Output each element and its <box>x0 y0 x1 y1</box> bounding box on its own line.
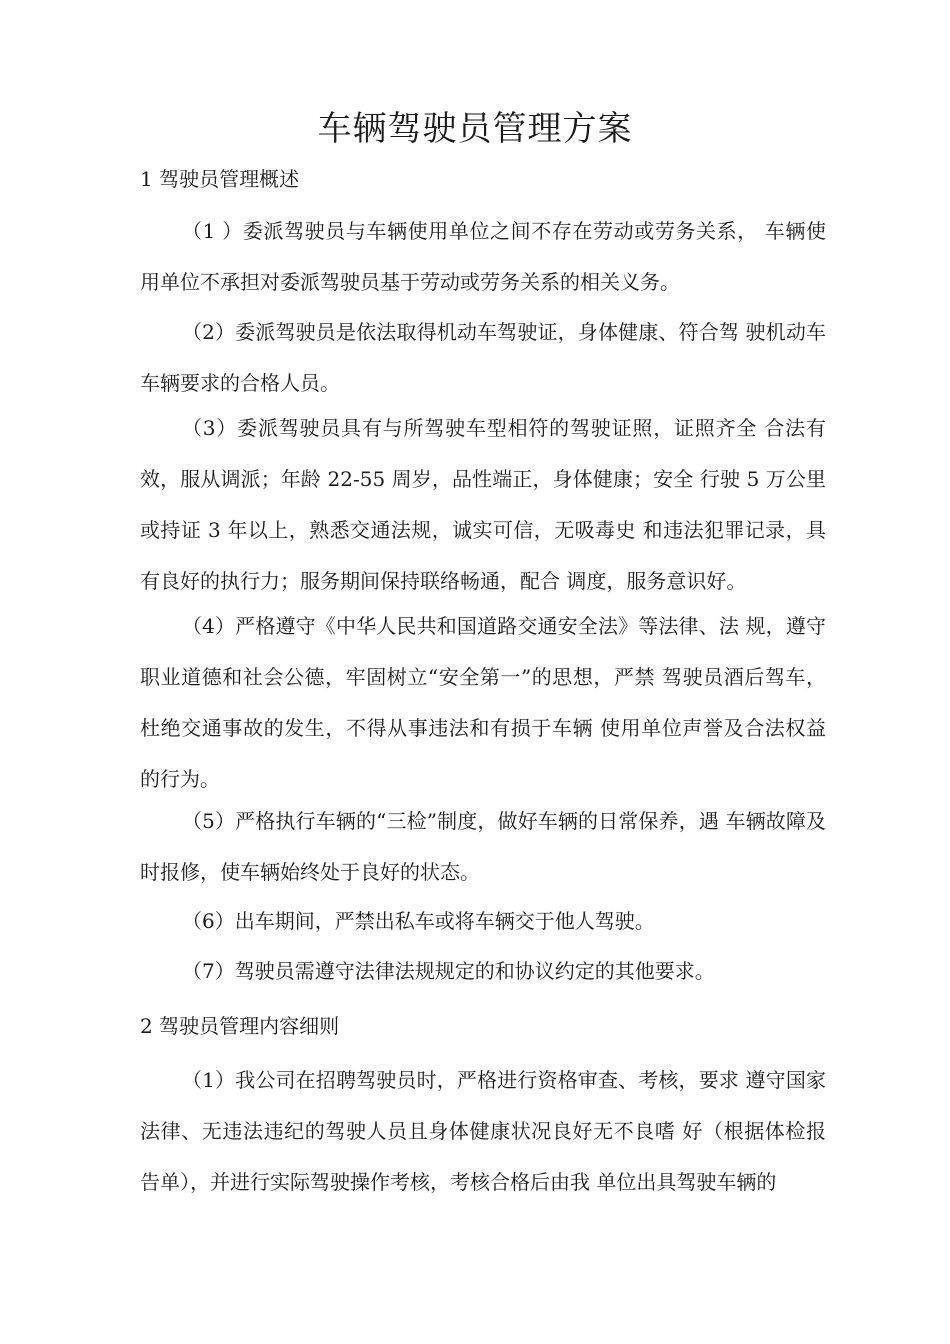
section-2-paragraph-1: （1）我公司在招聘驾驶员时，严格进行资格审查、考核，要求 遵守国家法律、无违法违纪的驾驶人员且身体健康状况良好无不良嗜 好（根据体检报告单），并进行实际驾驶操作考核，考核合格后由我 单位出具驾驶车辆的 <box>140 1068 826 1194</box>
section-1-paragraph-7: （7）驾驶员需遵守法律法规规定的和协议约定的其他要求。 <box>182 959 715 983</box>
section-1-paragraph-4: （4）严格遵守《中华人民共和国道路交通安全法》等法律、法 规，遵守职业道德和社会公德，牢固树立“安全第一”的思想，严禁 驾驶员酒后驾车，杜绝交通事故的发生，不得从事违法和有损于车辆 使用单位声誉及合法权益的行为。 <box>140 614 826 791</box>
section-1-paragraph-6: （6）出车期间，严禁出私车或将车辆交于他人驾驶。 <box>182 909 655 933</box>
section-1-paragraph-1: （1 ）委派驾驶员与车辆使用单位之间不存在劳动或劳务关系， 车辆使用单位不承担对委派驾驶员基于劳动或劳务关系的相关义务。 <box>140 219 826 294</box>
section-1-heading: 1 驾驶员管理概述 <box>140 167 300 191</box>
section-1-paragraph-2: （2）委派驾驶员是依法取得机动车驾驶证，身体健康、符合驾 驶机动车车辆要求的合格人员。 <box>140 320 826 395</box>
section-1-paragraph-3: （3）委派驾驶员具有与所驾驶车型相符的驾驶证照，证照齐全 合法有效，服从调派；年龄 22-55 周岁，品性端正，身体健康；安全 行驶 5 万公里或持证 3 年以上，熟悉交通法规，诚实可信，无吸毒史 和违法犯罪记录，具有良好的执行力；服务期间保持联络畅通，配合 调度，服务意识好。 <box>140 416 826 593</box>
section-2-heading: 2 驾驶员管理内容细则 <box>140 1014 340 1038</box>
document-title: 车辆驾驶员管理方案 <box>317 109 633 149</box>
section-1-paragraph-5: （5）严格执行车辆的“三检”制度，做好车辆的日常保养，遇 车辆故障及时报修，使车辆始终处于良好的状态。 <box>140 809 826 884</box>
